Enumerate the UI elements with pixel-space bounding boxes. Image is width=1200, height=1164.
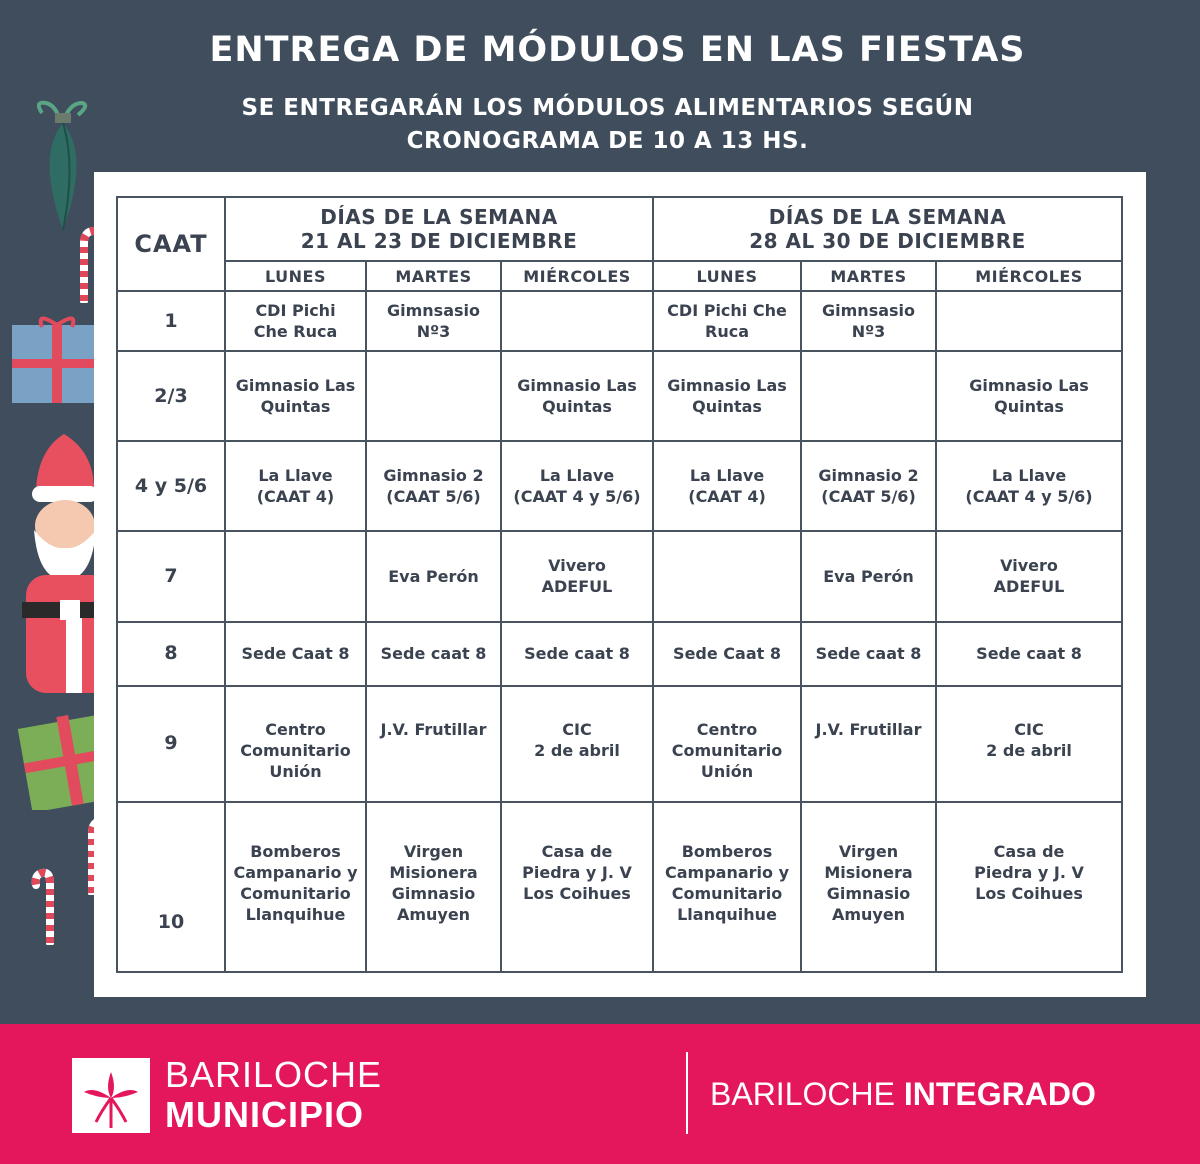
cell-line: Virgen	[403, 841, 464, 861]
cell-line: Gimnasio Las	[667, 376, 787, 396]
cell-line: La Llave	[258, 466, 333, 486]
schedule-cell	[225, 351, 366, 441]
schedule-cell	[801, 441, 936, 531]
caat-number: 2/3	[117, 351, 225, 441]
lily-flower-icon	[72, 1058, 150, 1133]
subtitle-line-1: SE ENTREGARÁN LOS MÓDULOS ALIMENTARIOS SEGÚN	[241, 95, 974, 121]
cell-line: Bomberos	[681, 841, 773, 861]
week-header-label: DÍAS DE LA SEMANA	[320, 205, 558, 230]
schedule-cell	[801, 802, 936, 972]
cell-line: Sede caat 8	[524, 644, 630, 664]
cell-line: Gimnasio Las	[517, 376, 637, 396]
table-row	[117, 686, 1122, 802]
brand-line-2: MUNICIPIO	[165, 1094, 365, 1135]
cell-line: Gimnsasio	[387, 301, 480, 321]
schedule-cell	[366, 802, 501, 972]
cell-line: (CAAT 4 y 5/6)	[965, 487, 1093, 507]
schedule-cell	[801, 531, 936, 621]
cell-line: La Llave	[689, 466, 765, 486]
schedule-cell	[225, 441, 366, 531]
caat-number: 7	[117, 531, 225, 621]
cell-line: La Llave	[991, 466, 1067, 486]
cell-line: Llanquihue	[677, 904, 777, 924]
brand-line-1: BARILOCHE	[165, 1054, 383, 1095]
schedule-cell	[501, 441, 653, 531]
cell-line: ADEFUL	[541, 577, 613, 597]
cell-line: (CAAT 5/6)	[821, 487, 916, 507]
cell-line: CIC	[562, 719, 592, 739]
cell-line: (CAAT 4)	[256, 487, 335, 507]
table-row	[117, 351, 1122, 441]
municipio-logo	[72, 1058, 150, 1133]
cell-line: Sede caat 8	[815, 644, 922, 664]
cell-line: Sede Caat 8	[673, 644, 781, 664]
cell-line: Misionera	[389, 862, 478, 882]
cell-line: Misionera	[824, 862, 913, 882]
cell-line: CDI Pichi	[255, 301, 336, 321]
week-header-2	[653, 197, 1122, 261]
schedule-cell	[801, 686, 936, 802]
cell-line: Quintas	[542, 397, 612, 417]
cell-line: Centro	[265, 719, 326, 739]
cell-line: Unión	[700, 761, 754, 781]
day-header: MIÉRCOLES	[936, 261, 1122, 291]
schedule-cell	[936, 351, 1122, 441]
cell-line: Eva Perón	[823, 566, 914, 586]
cell-line: Campanario y	[665, 862, 790, 882]
cell-line: Nº3	[851, 322, 886, 342]
schedule-cell	[936, 802, 1122, 972]
day-header: MARTES	[366, 261, 501, 291]
table-row	[117, 531, 1122, 621]
cell-line: 2 de abril	[986, 740, 1072, 760]
cell-line: CDI Pichi Che	[667, 301, 787, 321]
schedule-cell	[225, 622, 366, 686]
cell-line: Casa de	[993, 841, 1065, 861]
schedule-cell	[501, 351, 653, 441]
schedule-cell	[366, 351, 501, 441]
week-header-1	[225, 197, 653, 261]
table-row	[117, 441, 1122, 531]
cell-line: (CAAT 4)	[688, 487, 766, 507]
cell-line: Campanario y	[233, 862, 358, 882]
schedule-cell	[653, 441, 801, 531]
cell-line: Ruca	[705, 322, 750, 342]
schedule-cell	[801, 622, 936, 686]
cell-line: Gimnasio	[826, 883, 911, 903]
schedule-table	[116, 196, 1123, 973]
table-row	[117, 802, 1122, 972]
schedule-cell	[366, 622, 501, 686]
slogan-light: BARILOCHE	[710, 1076, 895, 1112]
table-row	[117, 291, 1122, 351]
schedule-cell	[501, 531, 653, 621]
schedule-cell	[366, 686, 501, 802]
schedule-cell	[653, 531, 801, 621]
cell-line: Comunitario	[240, 740, 351, 760]
caat-number: 10	[117, 802, 225, 972]
caat-number: 8	[117, 622, 225, 686]
cell-line: Quintas	[994, 397, 1064, 417]
schedule-cell	[366, 531, 501, 621]
schedule-cell	[501, 622, 653, 686]
week-header-dates: 28 AL 30 DE DICIEMBRE	[749, 229, 1026, 254]
cell-line: Gimnasio 2	[818, 466, 919, 486]
schedule-cell	[936, 686, 1122, 802]
cell-line: Gimnasio Las	[969, 376, 1089, 396]
schedule-cell	[225, 802, 366, 972]
schedule-cell	[501, 291, 653, 351]
cell-line: ADEFUL	[993, 577, 1065, 597]
schedule-cell	[801, 291, 936, 351]
subtitle-line-2: CRONOGRAMA DE 10 A 13 HS.	[406, 128, 809, 154]
cell-line: Bomberos	[250, 841, 341, 861]
cell-line: Eva Perón	[388, 566, 479, 586]
cell-line: Los Coihues	[523, 883, 631, 903]
cell-line: Piedra y J. V	[522, 862, 632, 882]
day-header: LUNES	[225, 261, 366, 291]
week-header-dates: 21 AL 23 DE DICIEMBRE	[300, 229, 578, 254]
schedule-cell	[225, 686, 366, 802]
page-subtitle	[0, 92, 1200, 158]
cell-line: Vivero	[548, 556, 606, 576]
cell-line: J.V. Frutillar	[380, 719, 487, 739]
cell-line: Amuyen	[831, 904, 906, 924]
schedule-cell	[366, 441, 501, 531]
footer-divider	[686, 1052, 688, 1134]
cell-line: Gimnsasio	[822, 301, 916, 321]
schedule-cell	[501, 802, 653, 972]
cell-line: Gimnasio 2	[383, 466, 484, 486]
schedule-cell	[653, 622, 801, 686]
schedule-cell	[501, 686, 653, 802]
cell-line: Sede Caat 8	[241, 644, 350, 664]
schedule-cell	[936, 291, 1122, 351]
caat-number: 4 y 5/6	[117, 441, 225, 531]
cell-line: Unión	[269, 761, 322, 781]
day-header: MIÉRCOLES	[501, 261, 653, 291]
cell-line: Casa de	[541, 841, 613, 861]
day-header: MARTES	[801, 261, 936, 291]
cell-line: Piedra y J. V	[974, 862, 1084, 882]
cell-line: Gimnasio Las	[235, 376, 356, 396]
schedule-cell	[225, 291, 366, 351]
schedule-cell	[653, 351, 801, 441]
cell-line: Vivero	[1000, 556, 1058, 576]
schedule-cell	[936, 622, 1122, 686]
schedule-cell	[366, 291, 501, 351]
cell-line: J.V. Frutillar	[815, 719, 922, 739]
schedule-cell	[225, 531, 366, 621]
cell-line: Virgen	[838, 841, 899, 861]
cell-line: Sede caat 8	[380, 644, 487, 664]
ornament-icon	[28, 95, 98, 235]
cell-line: 2 de abril	[534, 740, 620, 760]
schedule-cell	[936, 531, 1122, 621]
slogan	[710, 1076, 1096, 1113]
schedule-cell	[801, 351, 936, 441]
cell-line: Quintas	[692, 397, 762, 417]
cell-line: CIC	[1014, 719, 1044, 739]
schedule-cell	[653, 686, 801, 802]
cell-line: Che Ruca	[253, 322, 338, 342]
cell-line: Gimnasio	[391, 883, 476, 903]
candy-cane-icon	[30, 865, 66, 945]
day-header: LUNES	[653, 261, 801, 291]
cell-line: Sede caat 8	[976, 644, 1082, 664]
cell-line: (CAAT 5/6)	[386, 487, 481, 507]
cell-line: (CAAT 4 y 5/6)	[513, 487, 641, 507]
table-row	[117, 622, 1122, 686]
caat-number: 1	[117, 291, 225, 351]
schedule-cell	[653, 291, 801, 351]
cell-line: Comunitario	[671, 740, 783, 760]
cell-line: Comunitario	[671, 883, 783, 903]
cell-line: Nº3	[416, 322, 451, 342]
cell-line: Comunitario	[240, 883, 351, 903]
cell-line: Centro	[696, 719, 758, 739]
schedule-cell	[653, 802, 801, 972]
cell-line: Llanquihue	[245, 904, 346, 924]
page-title: ENTREGA DE MÓDULOS EN LAS FIESTAS	[209, 30, 1026, 70]
caat-header: CAAT	[117, 197, 225, 291]
caat-number: 9	[117, 686, 225, 802]
week-header-label: DÍAS DE LA SEMANA	[768, 205, 1007, 230]
slogan-bold: INTEGRADO	[903, 1076, 1096, 1112]
cell-line: Los Coihues	[975, 883, 1083, 903]
schedule-cell	[936, 441, 1122, 531]
cell-line: Quintas	[260, 397, 331, 417]
cell-line: La Llave	[539, 466, 615, 486]
cell-line: Amuyen	[396, 904, 471, 924]
